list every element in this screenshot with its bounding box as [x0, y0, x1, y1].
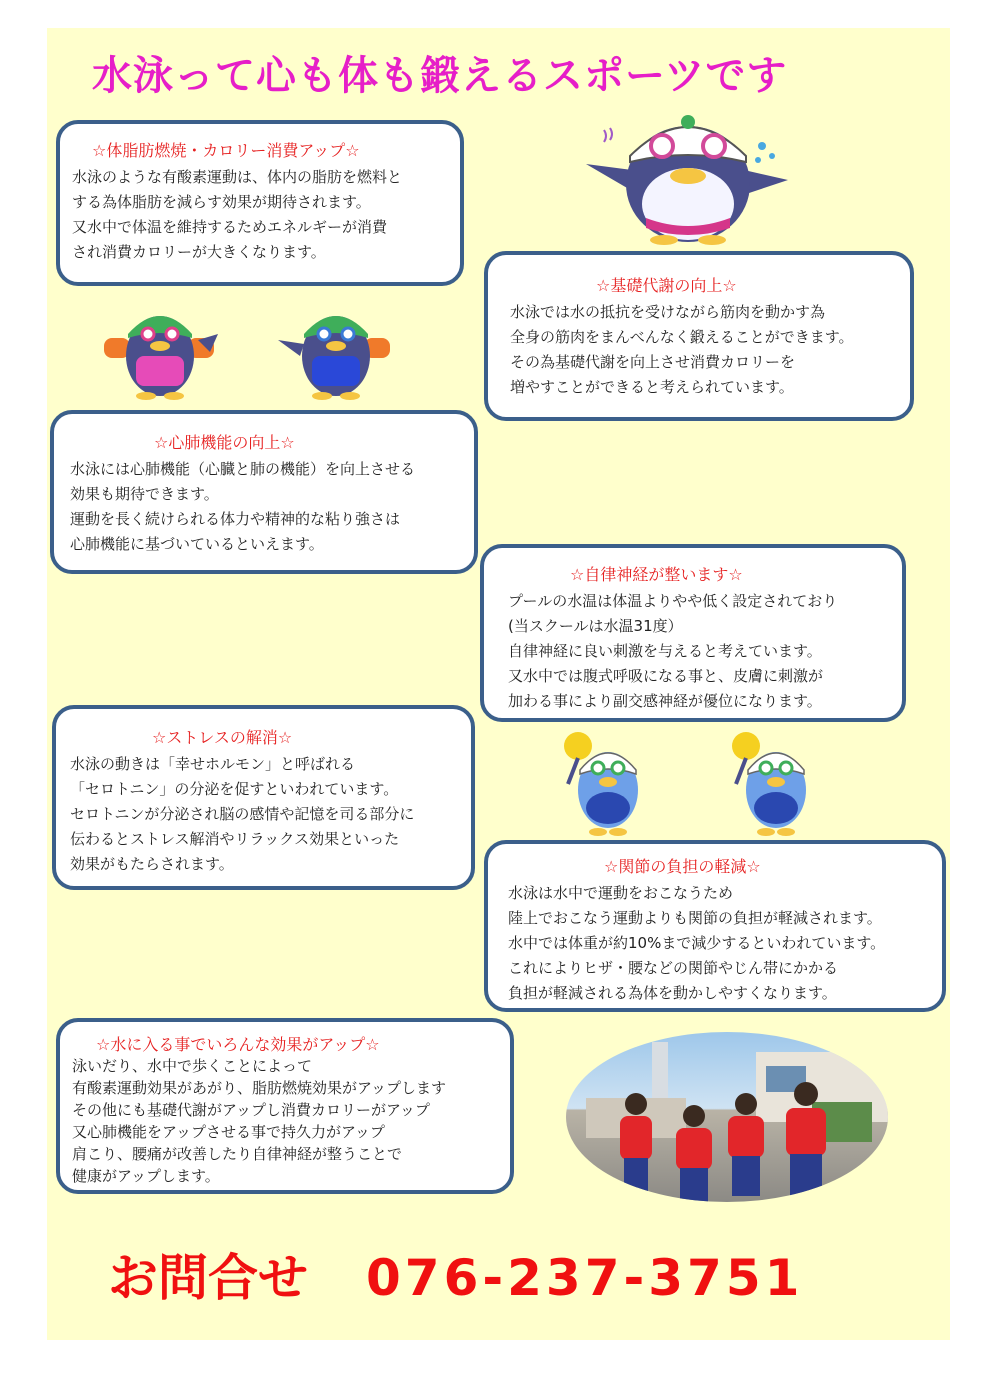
- section-line: 自律神経に良い刺激を与えると考えています。: [508, 642, 822, 660]
- section-line: 又水中では腹式呼吸になる事と、皮膚に刺激が: [508, 667, 824, 685]
- section-line: 肩こり、腰痛が改善したり自律神経が整うことで: [72, 1145, 403, 1163]
- section-line: これによりヒザ・腰などの関節やじん帯にかかる: [508, 959, 839, 977]
- section-heading: ☆水に入る事でいろんな効果がアップ☆: [96, 1035, 380, 1054]
- section-line: 陸上でおこなう運動よりも関節の負担が軽減されます。: [508, 909, 882, 927]
- contact-phone: 076-237-3751: [366, 1249, 804, 1307]
- section-line: 水泳の動きは「幸せホルモン」と呼ばれる: [70, 755, 356, 773]
- section-line: 運動を長く続けられる体力や精神的な粘り強さは: [70, 510, 401, 528]
- section-line: 又心肺機能をアップさせる事で持久力がアップ: [72, 1123, 385, 1141]
- section-heading: ☆ストレスの解消☆: [152, 728, 293, 747]
- section-line: (当スクールは水温31度）: [508, 617, 683, 635]
- section-water-effects: [56, 1018, 514, 1194]
- section-heading: ☆自律神経が整います☆: [570, 565, 743, 584]
- penguin-mascot-goggles-icon: [584, 100, 794, 250]
- section-heading: ☆基礎代謝の向上☆: [596, 276, 737, 295]
- page-title: 水泳って心も体も鍛えるスポーツです: [92, 53, 788, 99]
- staff-photo-illustration-icon: [566, 1032, 888, 1202]
- section-line: 水泳には心肺機能（心臓と肺の機能）を向上させる: [70, 460, 416, 478]
- section-line: プールの水温は体温よりやや低く設定されており: [508, 592, 838, 610]
- section-line: その為基礎代謝を向上させ消費カロリーを: [510, 353, 796, 371]
- section-line: され消費カロリーが大きくなります。: [72, 243, 326, 261]
- penguin-mascot-pompom-right-icon: [724, 728, 814, 838]
- section-line: 全身の筋肉をまんべんなく鍛えることができます。: [510, 328, 854, 346]
- penguin-mascot-pink-icon: [100, 300, 220, 404]
- section-line: 水泳は水中で運動をおこなうため: [508, 884, 734, 902]
- section-basal-metabolism: [484, 251, 914, 421]
- section-line: 水泳のような有酸素運動は、体内の脂肪を燃料と: [72, 168, 403, 186]
- contact-label: お問合せ: [108, 1249, 308, 1307]
- section-line: 効果がもたらされます。: [70, 855, 234, 873]
- section-line: 有酸素運動効果があがり、脂肪燃焼効果がアップします: [72, 1079, 446, 1097]
- section-line: 心肺機能に基づいているといえます。: [70, 535, 324, 553]
- section-line: 「セロトニン」の分泌を促すといわれています。: [70, 780, 399, 798]
- section-heading: ☆心肺機能の向上☆: [154, 433, 295, 452]
- penguin-mascot-pompom-left-icon: [556, 728, 646, 838]
- section-line: 水中では体重が約10%まで減少するといわれています。: [508, 934, 886, 952]
- section-line: 健康がアップします。: [72, 1167, 220, 1185]
- section-line: 加わる事により副交感神経が優位になります。: [508, 692, 822, 710]
- section-joint-burden: [484, 840, 946, 1012]
- section-line: する為体脂肪を減らす効果が期待されます。: [72, 193, 371, 211]
- section-line: 水泳では水の抵抗を受けながら筋肉を動かす為: [510, 303, 826, 321]
- staff-group-photo: [566, 1032, 888, 1202]
- section-cardiopulmonary: [50, 410, 478, 574]
- section-line: 効果も期待できます。: [70, 485, 219, 503]
- section-line: その他にも基礎代謝がアップし消費カロリーがアップ: [72, 1101, 430, 1119]
- section-autonomic-nerves: [480, 544, 906, 722]
- section-line: 伝わるとストレス解消やリラックス効果といった: [70, 830, 400, 848]
- section-line: セロトニンが分泌され脳の感情や記憶を司る部分に: [70, 805, 415, 823]
- section-heading: ☆関節の負担の軽減☆: [604, 857, 761, 876]
- section-fat-burning: [56, 120, 464, 286]
- penguin-mascot-blue-icon: [276, 300, 396, 404]
- section-stress-relief: [52, 705, 475, 890]
- section-line: 泳いだり、水中で歩くことによって: [72, 1057, 313, 1075]
- section-heading: ☆体脂肪燃焼・カロリー消費アップ☆: [92, 141, 360, 160]
- section-line: 負担が軽減される為体を動かしやすくなります。: [508, 984, 837, 1002]
- section-line: 又水中で体温を維持するためエネルギーが消費: [72, 218, 388, 236]
- section-line: 増やすことができると考えられています。: [510, 378, 794, 396]
- contact-section: [108, 1238, 803, 1310]
